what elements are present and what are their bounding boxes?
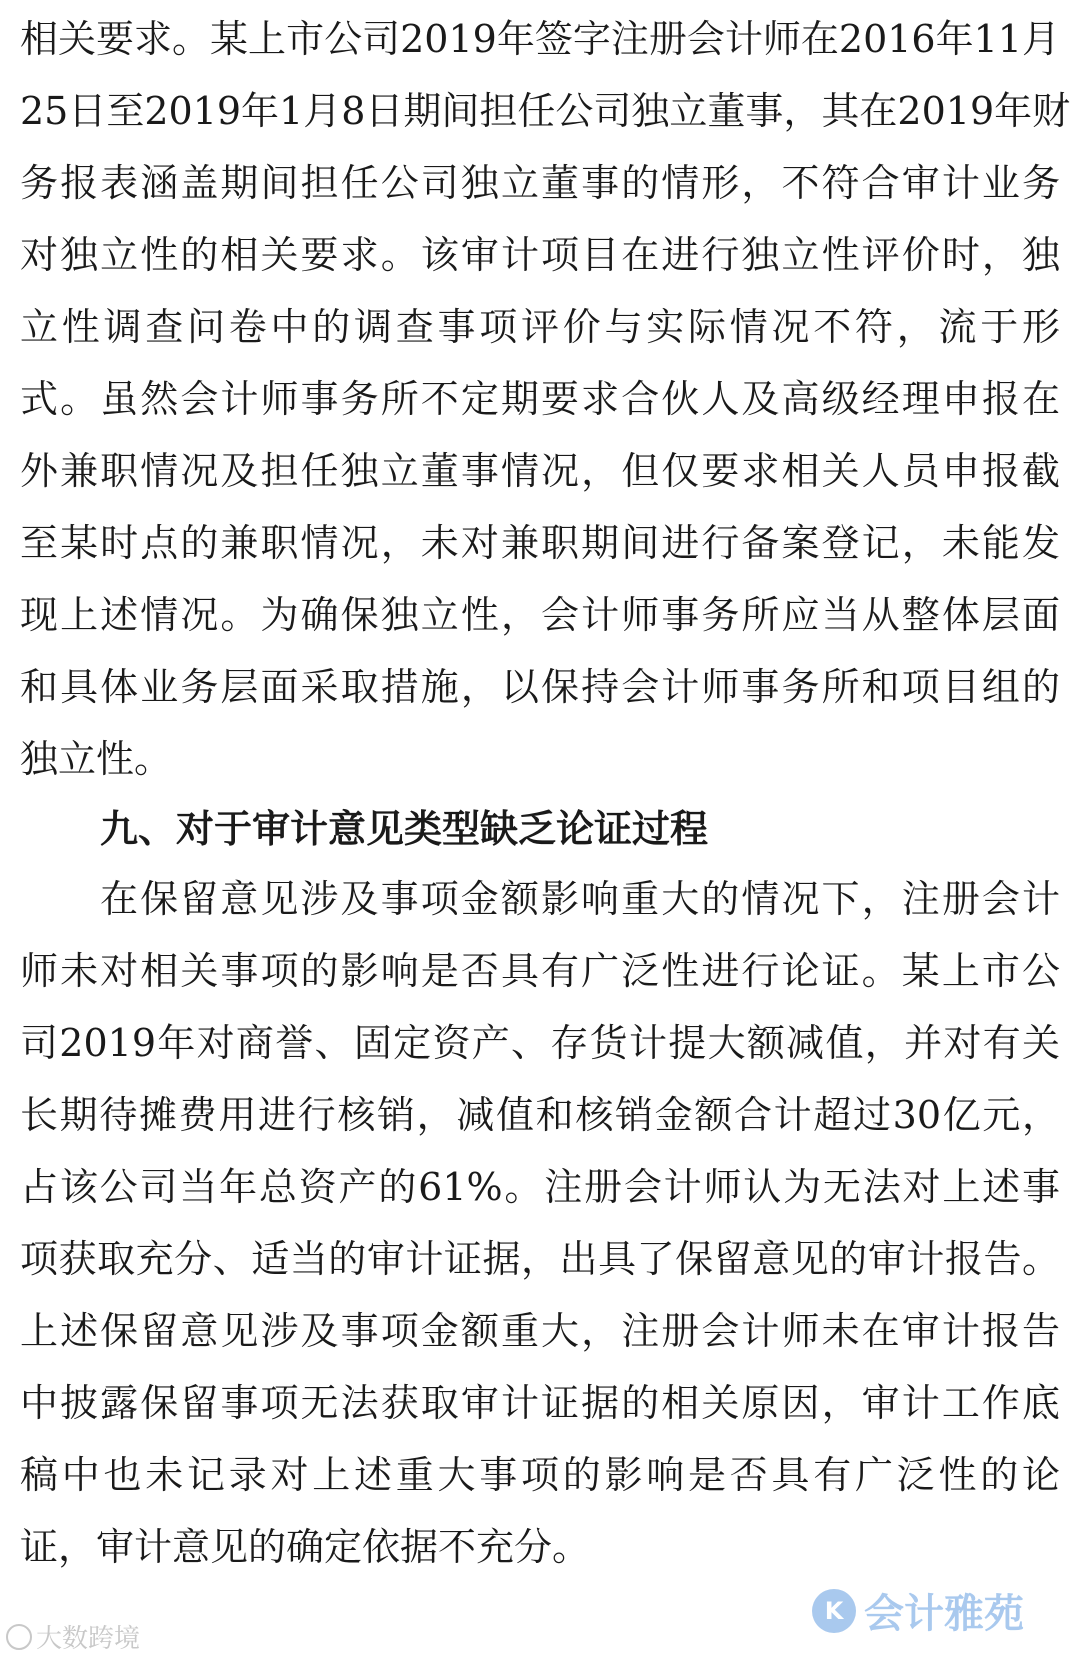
paragraph-line: 25日至2019年1月8日期间担任公司独立董事，其在2019年财 [20, 89, 1071, 133]
paragraph-line: 至某时点的兼职情况，未对兼职期间进行备案登记，未能发 [20, 521, 1060, 565]
paragraph-line: 证，审计意见的确定依据不充分。 [20, 1525, 591, 1569]
section-heading: 九、对于审计意见类型缺乏论证过程 [100, 807, 709, 851]
paragraph-line: 立性调查问卷中的调查事项评价与实际情况不符，流于形 [20, 305, 1060, 349]
paragraph-line: 相关要求。某上市公司2019年签字注册会计师在2016年11月 [20, 17, 1060, 61]
paragraph-line: 上述保留意见涉及事项金额重大，注册会计师未在审计报告 [20, 1309, 1060, 1353]
watermark-left-text: 大数跨境 [36, 1624, 141, 1654]
paragraph-line: 独立性。 [20, 737, 173, 781]
paragraph-line: 在保留意见涉及事项金额影响重大的情况下，注册会计 [100, 877, 1060, 921]
paragraph-line: 长期待摊费用进行核销，减值和核销金额合计超过30亿元， [20, 1093, 1060, 1137]
paragraph-line: 外兼职情况及担任独立董事情况，但仅要求相关人员申报截 [20, 449, 1060, 493]
paragraph-line: 务报表涵盖期间担任公司独立董事的情形，不符合审计业务 [20, 161, 1060, 205]
paragraph-line: 师未对相关事项的影响是否具有广泛性进行论证。某上市公 [20, 949, 1060, 993]
paragraph-line: 司2019年对商誉、固定资产、存货计提大额减值，并对有关 [20, 1021, 1060, 1065]
paragraph-line: 项获取充分、适当的审计证据，出具了保留意见的审计报告。 [20, 1237, 1060, 1281]
paragraph-line: 对独立性的相关要求。该审计项目在进行独立性评价时，独 [20, 233, 1060, 277]
watermark-right-text: 会计雅苑 [864, 1591, 1024, 1637]
watermark-right [812, 1582, 1024, 1639]
paragraph-line: 中披露保留事项无法获取审计证据的相关原因，审计工作底 [20, 1381, 1060, 1425]
paragraph-line: 现上述情况。为确保独立性，会计师事务所应当从整体层面 [20, 593, 1060, 637]
paragraph-line: 占该公司当年总资产的61%。注册会计师认为无法对上述事 [20, 1165, 1060, 1209]
paragraph-line: 式。虽然会计师事务所不定期要求合伙人及高级经理申报在 [20, 377, 1060, 421]
paragraph-line: 稿中也未记录对上述重大事项的影响是否具有广泛性的论 [20, 1453, 1060, 1497]
watermark-left [6, 1618, 140, 1655]
watermark-logo-icon: K [812, 1589, 856, 1633]
watermark-circle-icon [6, 1624, 32, 1650]
paragraph-line: 和具体业务层面采取措施，以保持会计师事务所和项目组的 [20, 665, 1060, 709]
